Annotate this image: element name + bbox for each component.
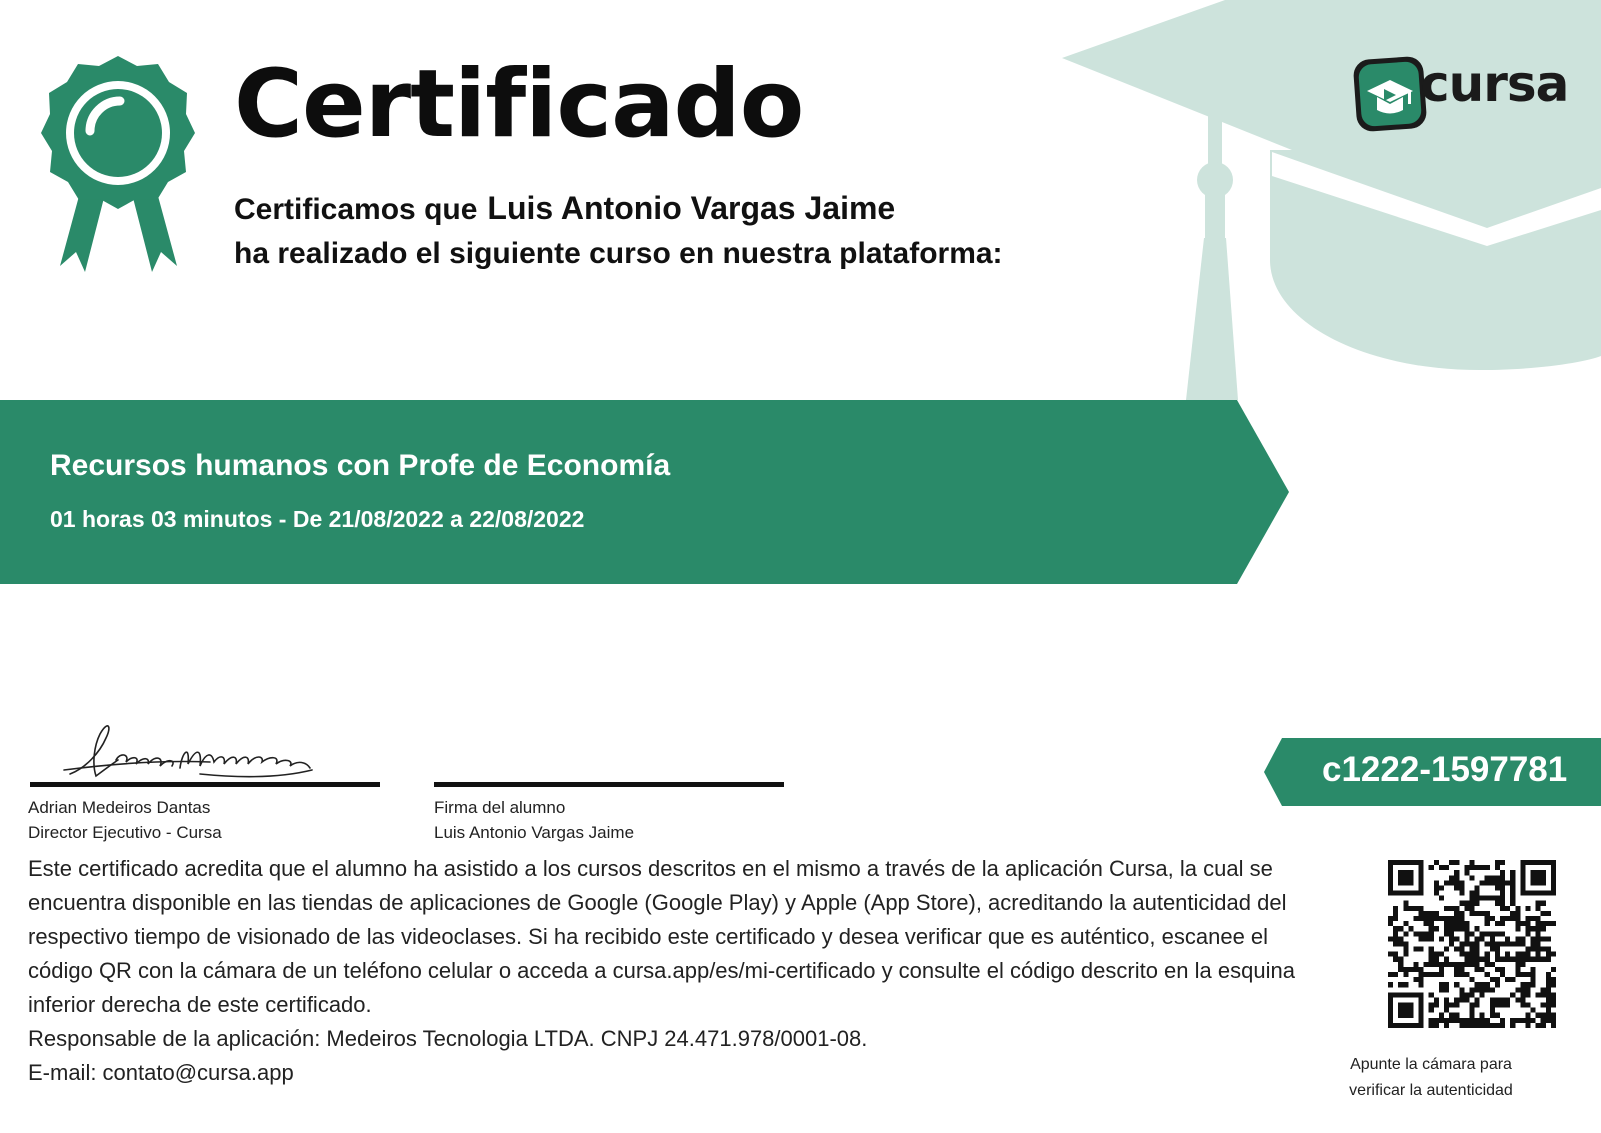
director-signature-line [30, 782, 380, 787]
director-signature-block [28, 795, 222, 845]
director-title: Director Ejecutivo - Cursa [28, 823, 222, 842]
course-banner [0, 400, 1289, 584]
director-name: Adrian Medeiros Dantas [28, 798, 211, 817]
cursa-logo-icon [1353, 56, 1428, 133]
certificate-body [28, 852, 1318, 1090]
student-name-heading: Luis Antonio Vargas Jaime [487, 190, 896, 226]
student-signature-name: Luis Antonio Vargas Jaime [434, 823, 635, 842]
student-signature-block [434, 795, 634, 845]
certify-prefix: Certificamos que [234, 193, 478, 226]
certify-line [234, 190, 895, 228]
course-title: Recursos humanos con Profe de Economía [50, 449, 671, 482]
body-paragraph: Este certificado acredita que el alumno ha asistido a los cursos descritos en el mismo a través de la aplicación Cursa, la cual se encuentra disponible en las tiendas de aplicaciones de Google (Google Play) y Apple (App Store), acreditando la autenticidad del respectivo tiempo de visionado de las videoclases. Si ha recibido este certificado y desea verificar que es auténtico, escanee el código QR con la cámara de un teléfono celular o acceda a cursa.app/es/mi-certificado y consulte el código descrito en la esquina inferior derecha de este certificado. [28, 856, 1295, 1017]
verification-qr-code [1388, 860, 1556, 1028]
student-signature-label: Firma del alumno [434, 798, 566, 817]
certificate-title: Certificado [234, 50, 804, 159]
qr-caption [1340, 1052, 1522, 1104]
qr-caption-line1: Apunte la cámara para [1350, 1056, 1512, 1073]
email-line: E-mail: contato@cursa.app [28, 1060, 294, 1085]
director-handwritten-signature [64, 726, 312, 777]
cursa-logo-text: cursa [1420, 55, 1569, 113]
award-badge-icon [41, 56, 195, 272]
responsible-line: Responsable de la aplicación: Medeiros Tecnologia LTDA. CNPJ 24.471.978/0001-08. [28, 1026, 868, 1051]
student-signature-line [434, 782, 784, 787]
qr-caption-line2: verificar la autenticidad [1349, 1082, 1513, 1099]
certify-suffix: ha realizado el siguiente curso en nuestra plataforma: [234, 237, 1003, 270]
certificate-code: c1222-1597781 [1322, 750, 1568, 789]
course-meta: 01 horas 03 minutos - De 21/08/2022 a 22/08/2022 [50, 506, 585, 532]
